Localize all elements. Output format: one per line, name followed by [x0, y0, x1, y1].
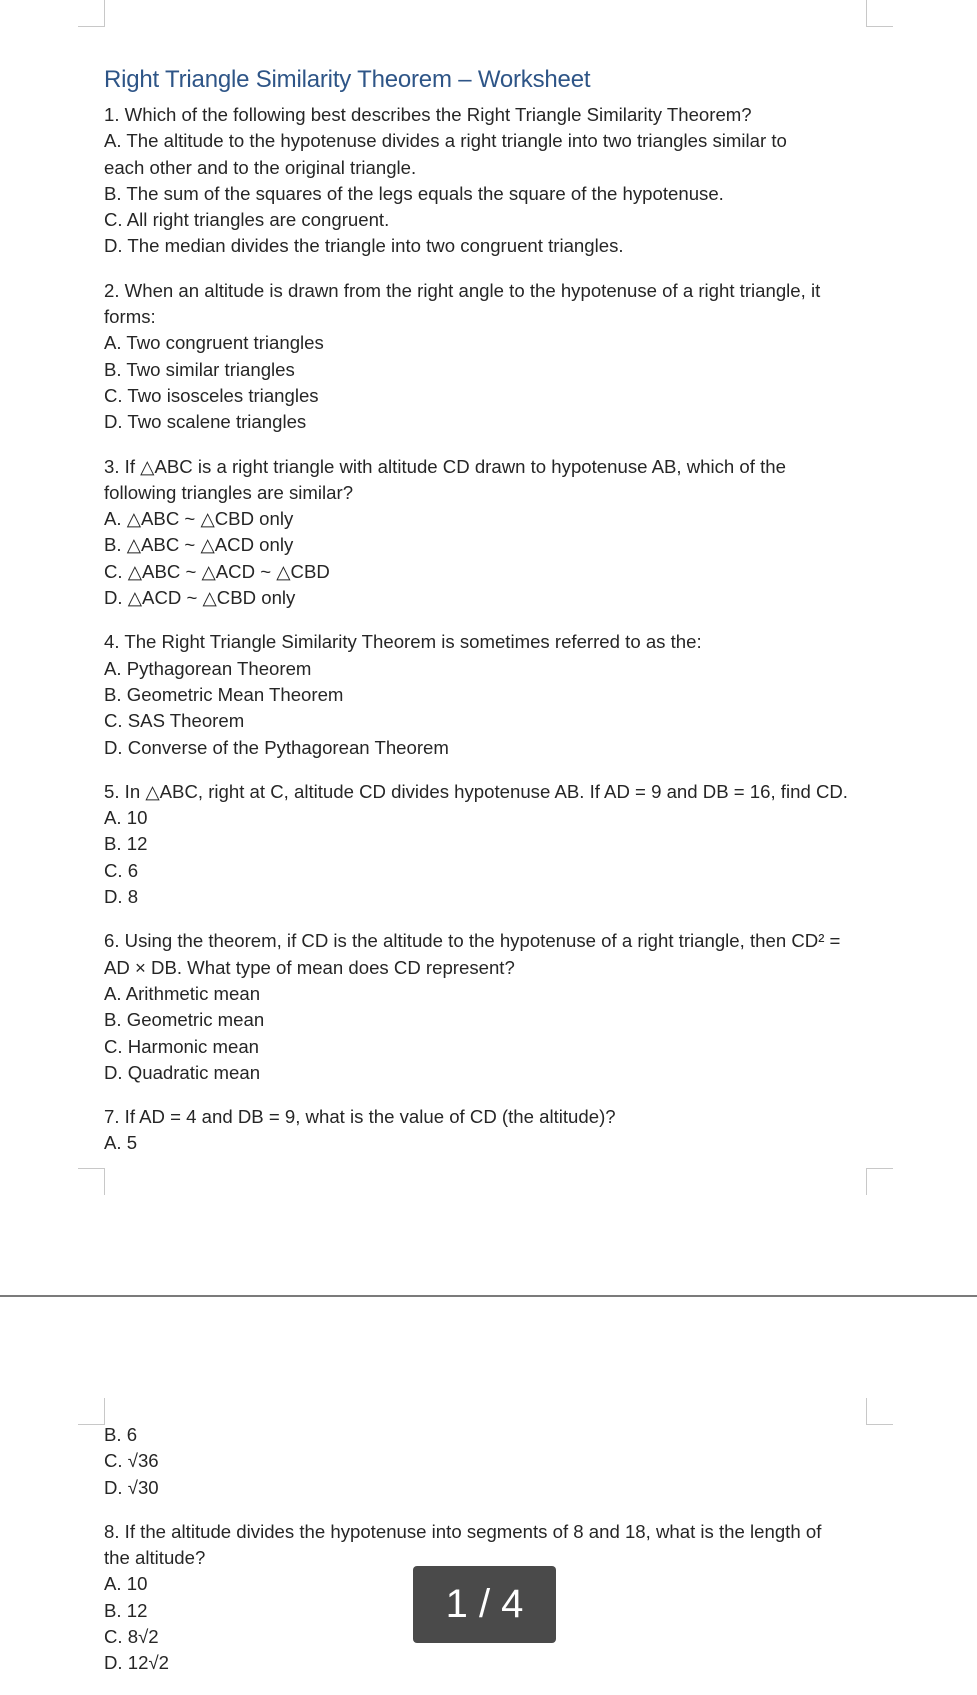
- answer-line: the altitude?: [104, 1547, 206, 1569]
- answer-line: D. Converse of the Pythagorean Theorem: [104, 736, 449, 758]
- answer-line: A. Two congruent triangles: [104, 332, 324, 354]
- question-text: 1. Which of the following best describes the Right Triangle Similarity Theorem?: [104, 104, 752, 125]
- answer-line: A. 10: [104, 1573, 148, 1595]
- answer-line: A. 10: [104, 807, 148, 829]
- answer-line: B. Two similar triangles: [104, 358, 295, 380]
- answer-line: B. 12: [104, 833, 148, 855]
- question-text: 3. If △ABC is a right triangle with altitude CD drawn to hypotenuse AB, which of the: [104, 455, 786, 477]
- question-block: [104, 629, 869, 760]
- answer-line: C. Two isosceles triangles: [104, 384, 319, 406]
- question-block: [104, 1104, 869, 1157]
- answer-line: A. Pythagorean Theorem: [104, 657, 312, 679]
- answer-line: D. 12√2: [104, 1652, 169, 1674]
- answer-line: A. The altitude to the hypotenuse divides a right triangle into two triangles similar to: [104, 130, 787, 152]
- answer-line: C. △ABC ~ △ACD ~ △CBD: [104, 560, 330, 582]
- question-text: 6. Using the theorem, if CD is the altitude to the hypotenuse of a right triangle, then CD² =: [104, 930, 841, 952]
- answer-line: D. Quadratic mean: [104, 1061, 261, 1083]
- page-2-content: [104, 1422, 869, 1695]
- question-block: [104, 1422, 869, 1501]
- answer-line: B. 12: [104, 1599, 148, 1621]
- answer-line: B. The sum of the squares of the legs equals the square of the hypotenuse.: [104, 182, 724, 204]
- question-text: 8. If the altitude divides the hypotenuse into segments of 8 and 18, what is the length of: [104, 1520, 822, 1542]
- answer-line: D. Two scalene triangles: [104, 411, 307, 433]
- answer-line: D. 8: [104, 886, 139, 908]
- question-text: 2. When an altitude is drawn from the right angle to the hypotenuse of a right triangle, it: [104, 279, 821, 301]
- answer-line: C. 8√2: [104, 1626, 159, 1648]
- answer-line: A. △ABC ~ △CBD only: [104, 508, 294, 530]
- answer-line: C. All right triangles are congruent.: [104, 209, 390, 231]
- answer-line: B. Geometric mean: [104, 1009, 265, 1031]
- answer-line: C. 6: [104, 859, 139, 881]
- answer-line: D. △ACD ~ △CBD only: [104, 587, 296, 609]
- answer-line: A. Arithmetic mean: [104, 982, 261, 1004]
- worksheet-title: Right Triangle Similarity Theorem – Worksheet: [104, 66, 591, 93]
- answer-line: forms:: [104, 306, 156, 328]
- answer-line: B. 6: [104, 1424, 138, 1445]
- page-corner-mark: [78, 1398, 105, 1425]
- page-corner-mark: [78, 0, 105, 27]
- question-text: 4. The Right Triangle Similarity Theorem is sometimes referred to as the:: [104, 631, 702, 653]
- page-corner-mark: [866, 1398, 893, 1425]
- question-block: [104, 928, 869, 1086]
- question-list: [104, 102, 869, 1157]
- question-text: 5. In △ABC, right at C, altitude CD divides hypotenuse AB. If AD = 9 and DB = 16, find CD.: [104, 780, 848, 802]
- question-block: [104, 779, 869, 910]
- answer-line: C. Harmonic mean: [104, 1035, 259, 1057]
- answer-line: B. Geometric Mean Theorem: [104, 683, 344, 705]
- answer-line: D. √30: [104, 1476, 159, 1498]
- answer-line: B. △ABC ~ △ACD only: [104, 534, 294, 556]
- answer-line: AD × DB. What type of mean does CD represent?: [104, 956, 515, 978]
- answer-line: C. √36: [104, 1450, 159, 1472]
- answer-line: following triangles are similar?: [104, 481, 354, 503]
- question-block: [104, 278, 869, 436]
- page-indicator: 1 / 4: [413, 1566, 556, 1643]
- answer-line: A. 5: [104, 1132, 138, 1154]
- question-text: 7. If AD = 4 and DB = 9, what is the value of CD (the altitude)?: [104, 1106, 616, 1128]
- page-corner-mark: [78, 1168, 105, 1195]
- page-corner-mark: [866, 0, 893, 27]
- answer-line: D. The median divides the triangle into two congruent triangles.: [104, 235, 624, 257]
- answer-line: C. SAS Theorem: [104, 710, 245, 732]
- question-block: [104, 454, 869, 612]
- question-block: [104, 102, 869, 260]
- page-1-content: [104, 62, 869, 1175]
- page-corner-mark: [866, 1168, 893, 1195]
- answer-line: each other and to the original triangle.: [104, 156, 417, 178]
